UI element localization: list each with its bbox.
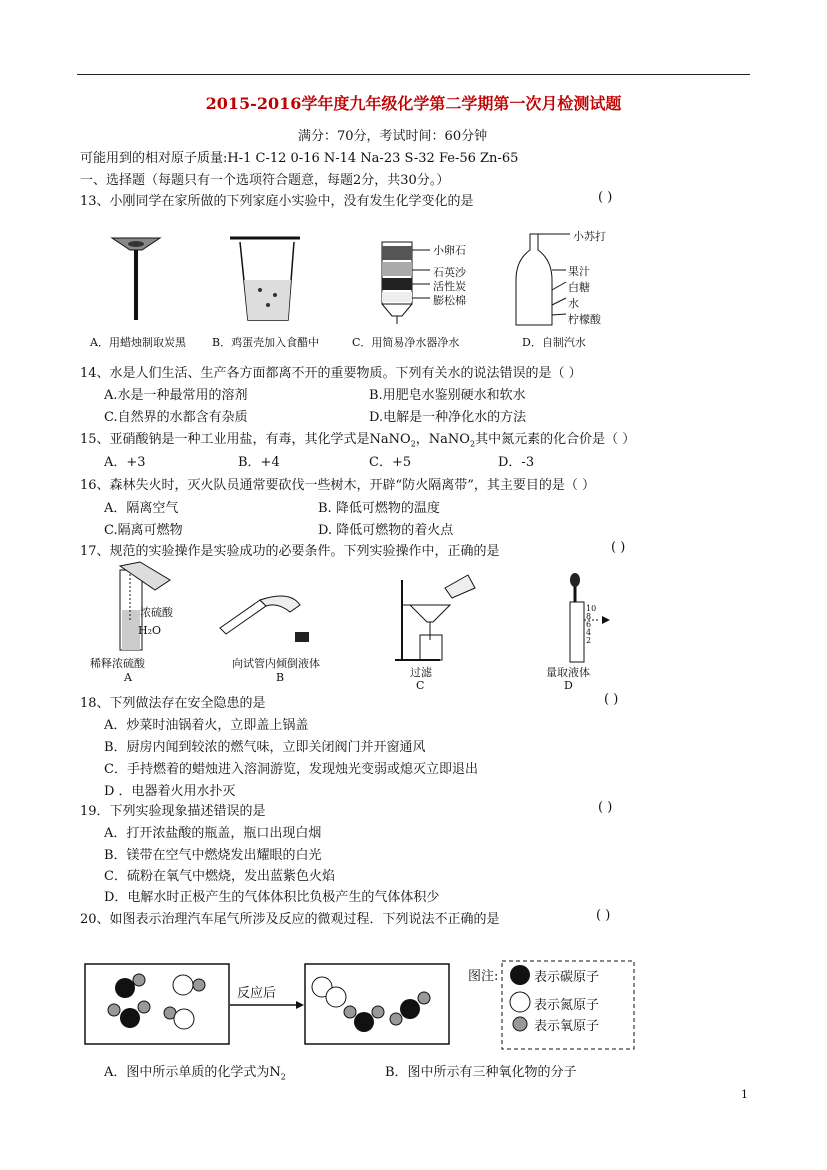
q16-option-a: A．隔离空气 — [104, 501, 179, 516]
q13-caption-a: A．用蜡烛制取炭黑 — [90, 336, 186, 349]
atomic-masses: 可能用到的相对原子质量:H-1 C-12 0-16 N-14 Na-23 S-32 Fe-56 Zn-65 — [80, 151, 519, 166]
q16-option-d: D. 降低可燃物的着火点 — [318, 523, 454, 538]
page-title: 2015-2016学年度九年级化学第二学期第一次月检测试题 — [205, 94, 622, 113]
candle-plate-illustration — [112, 238, 160, 320]
bottle-label-water: 水 — [568, 297, 579, 310]
q20-option-b: B．图中所示有三种氧化物的分子 — [385, 1065, 577, 1080]
q14-option-b: B.用肥皂水鉴别硬水和软水 — [369, 388, 526, 403]
arrow-label: 反应后 — [237, 986, 277, 1001]
q17-d-caption: 量取液体 — [546, 666, 590, 679]
q18-option-b: B．厨房内闻到较浓的燃气味，立即关闭阀门并开窗通风 — [104, 740, 426, 755]
simple-water-filter-illustration — [382, 242, 430, 324]
q20-answer-paren: ( ) — [596, 908, 611, 923]
beaker-eggshell-illustration — [230, 238, 300, 320]
header-rule — [77, 74, 750, 75]
q17-letter-c: C — [416, 679, 425, 692]
section-heading: 一、选择题（每题只有一个选项符合题意，每题2分，共30分。） — [80, 173, 450, 188]
q15-option-b: B．+4 — [238, 455, 280, 470]
legend-oxygen: 表示氧原子 — [534, 1019, 600, 1034]
q18-option-a: A．炒菜时油锅着火，立即盖上锅盖 — [104, 718, 309, 733]
q20-option-a: A．图中所示单质的化学式为$N_2$ — [104, 1065, 286, 1082]
q17-a-water-label: H₂O — [138, 624, 162, 637]
before-box — [85, 964, 229, 1044]
bottle-label-soda: 小苏打 — [573, 230, 606, 243]
q14-option-a: A.水是一种最常用的溶剂 — [104, 388, 248, 403]
legend-nitrogen: 表示氮原子 — [534, 998, 600, 1013]
q13-caption-b: B．鸡蛋壳加入食醋中 — [212, 336, 320, 349]
q17-answer-paren: ( ) — [611, 540, 626, 555]
filter-label-sand: 石英沙 — [433, 266, 466, 279]
filter-label-carbon: 活性炭 — [433, 280, 466, 293]
filter-label-pebbles: 小卵石 — [433, 244, 466, 257]
q18-option-c: C．手持燃着的蜡烛进入溶洞游览，发现烛光变弱或熄灭立即退出 — [104, 762, 478, 777]
bottle-label-juice: 果汁 — [568, 265, 590, 278]
q17-b-caption: 向试管内倾倒液体 — [232, 657, 320, 670]
q17-letter-b: B — [276, 671, 285, 684]
pouring-liquid-illustration — [220, 596, 309, 642]
q17-c-caption: 过滤 — [410, 666, 432, 679]
q20-stem: 20、如图表示治理汽车尾气所涉及反应的微观过程．下列说法不正确的是 — [80, 912, 500, 927]
filter-label-cotton: 膨松棉 — [433, 294, 466, 307]
q19-option-a: A．打开浓盐酸的瓶盖，瓶口出现白烟 — [104, 826, 322, 841]
q19-option-b: B．镁带在空气中燃烧发出耀眼的白光 — [104, 848, 322, 863]
q18-option-d: D ．电器着火用水扑灭 — [104, 784, 236, 799]
q16-option-c: C.隔离可燃物 — [104, 523, 183, 538]
cylinder-ticks: 10 8 6 4 2 — [586, 604, 597, 645]
q17-figure — [100, 560, 640, 670]
q17-letter-a: A — [124, 671, 132, 684]
q13-caption-d: D．自制汽水 — [522, 336, 586, 349]
q14-option-c: C.自然界的水都含有杂质 — [104, 410, 248, 425]
score-time: 满分：70分，考试时间：60分钟 — [298, 129, 488, 144]
filtration-illustration — [395, 575, 475, 660]
q15-option-a: A．+3 — [104, 455, 146, 470]
q15-stem: 15、亚硝酸钠是一种工业用盐，有毒，其化学式是NaNO$_2$，NaNO$_2$其中氮元素的化合价是（ ） — [80, 432, 636, 449]
legend-carbon: 表示碳原子 — [534, 970, 600, 985]
bottle-label-citric: 柠檬酸 — [568, 313, 601, 326]
q15-option-d: D．-3 — [498, 455, 535, 470]
q18-answer-paren: ( ) — [604, 692, 619, 707]
q17-stem: 17、规范的实验操作是实验成功的必要条件。下列实验操作中，正确的是 — [80, 544, 500, 559]
q17-letter-d: D — [564, 679, 573, 692]
oxygen-atom-swatch — [513, 1017, 527, 1031]
q19-option-d: D．电解水时正极产生的气体体积比负极产生的气体体积少 — [104, 890, 440, 905]
legend-title: 图注: — [468, 969, 499, 984]
q15-option-c: C．+5 — [369, 455, 412, 470]
nitrogen-atom-swatch — [510, 992, 530, 1012]
q16-option-b: B. 降低可燃物的温度 — [318, 501, 440, 516]
q13-stem: 13、小刚同学在家所做的下列家庭小实验中，没有发生化学变化的是 — [80, 194, 474, 209]
q18-stem: 18、下列做法存在安全隐患的是 — [80, 696, 266, 711]
after-box — [305, 964, 449, 1044]
q17-a-caption: 稀释浓硫酸 — [90, 657, 145, 670]
q17-a-acid-label: 浓硫酸 — [140, 606, 173, 619]
q13-answer-paren: ( ) — [598, 190, 613, 205]
carbon-atom-swatch — [510, 965, 530, 985]
q13-figure — [90, 220, 650, 350]
bottle-label-sugar: 白糖 — [568, 281, 590, 294]
q19-stem: 19．下列实验现象描述错误的是 — [80, 804, 266, 819]
q16-stem: 16、森林失火时，灭火队员通常要砍伐一些树木，开辟“防火隔离带”，其主要目的是（ ） — [80, 478, 595, 493]
q19-option-c: C．硫粉在氧气中燃烧，发出蓝紫色火焰 — [104, 869, 335, 884]
q13-caption-c: C．用简易净水器净水 — [352, 336, 460, 349]
q19-answer-paren: ( ) — [598, 800, 613, 815]
page-number: 1 — [741, 1088, 748, 1101]
soda-bottle-illustration — [516, 234, 570, 325]
q14-option-d: D.电解是一种净化水的方法 — [369, 410, 527, 425]
q14-stem: 14、水是人们生活、生产各方面都离不开的重要物质。下列有关水的说法错误的是（ ） — [80, 366, 582, 381]
